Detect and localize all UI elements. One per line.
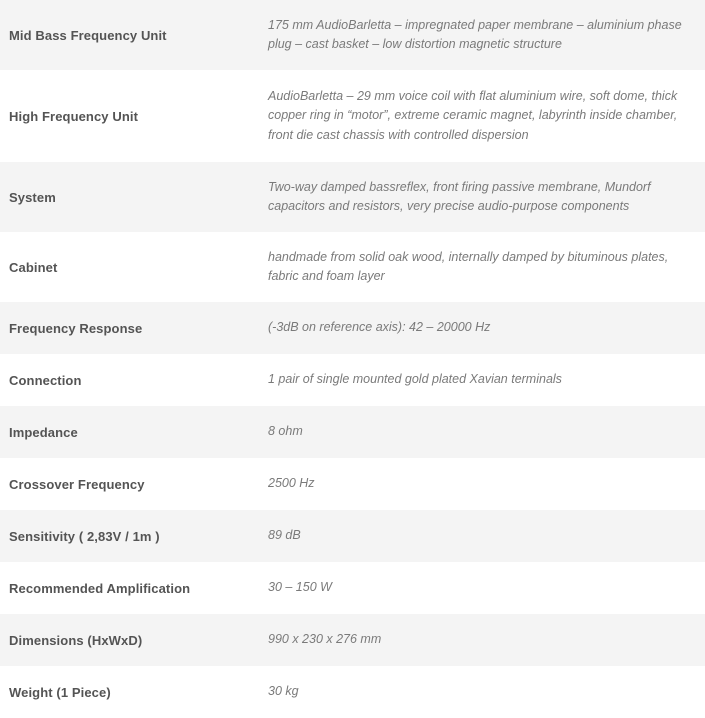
spec-row-high-frequency-unit: [0, 70, 705, 162]
spec-row-mid-bass-unit: [0, 0, 705, 70]
spec-row-connection: [0, 354, 705, 406]
spec-label: Sensitivity ( 2,83V / 1m ): [0, 510, 259, 562]
spec-value: 8 ohm: [259, 406, 705, 458]
spec-row-system: [0, 162, 705, 232]
spec-label: Crossover Frequency: [0, 458, 259, 510]
spec-value: AudioBarletta – 29 mm voice coil with flat aluminium wire, soft dome, thick copper ring in “motor”, extreme ceramic magnet, labyrinth inside chamber, front die cast chassis with controlled dispersion: [259, 70, 705, 162]
spec-row-impedance: [0, 406, 705, 458]
spec-label: Mid Bass Frequency Unit: [0, 0, 259, 70]
spec-value: Two-way damped bassreflex, front firing passive membrane, Mundorf capacitors and resistors, very precise audio-purpose components: [259, 162, 705, 232]
spec-row-sensitivity: [0, 510, 705, 562]
spec-value: 175 mm AudioBarletta – impregnated paper membrane – aluminium phase plug – cast basket – low distortion magnetic structure: [259, 0, 705, 70]
spec-label: Cabinet: [0, 232, 259, 302]
spec-label: Impedance: [0, 406, 259, 458]
spec-label: Connection: [0, 354, 259, 406]
spec-row-cabinet: [0, 232, 705, 302]
spec-value: 30 kg: [259, 666, 705, 718]
spec-label: Recommended Amplification: [0, 562, 259, 614]
spec-value: handmade from solid oak wood, internally damped by bituminous plates, fabric and foam layer: [259, 232, 705, 302]
spec-row-dimensions: [0, 614, 705, 666]
spec-label: High Frequency Unit: [0, 70, 259, 162]
spec-row-crossover-frequency: [0, 458, 705, 510]
spec-value: 2500 Hz: [259, 458, 705, 510]
spec-label: Dimensions (HxWxD): [0, 614, 259, 666]
spec-value: 990 x 230 x 276 mm: [259, 614, 705, 666]
spec-row-recommended-amplification: [0, 562, 705, 614]
spec-row-weight: [0, 666, 705, 718]
spec-value: 89 dB: [259, 510, 705, 562]
spec-row-frequency-response: [0, 302, 705, 354]
spec-value: 30 – 150 W: [259, 562, 705, 614]
spec-label: System: [0, 162, 259, 232]
spec-value: (-3dB on reference axis): 42 – 20000 Hz: [259, 302, 705, 354]
spec-value: 1 pair of single mounted gold plated Xavian terminals: [259, 354, 705, 406]
spec-label: Weight (1 Piece): [0, 666, 259, 718]
spec-label: Frequency Response: [0, 302, 259, 354]
